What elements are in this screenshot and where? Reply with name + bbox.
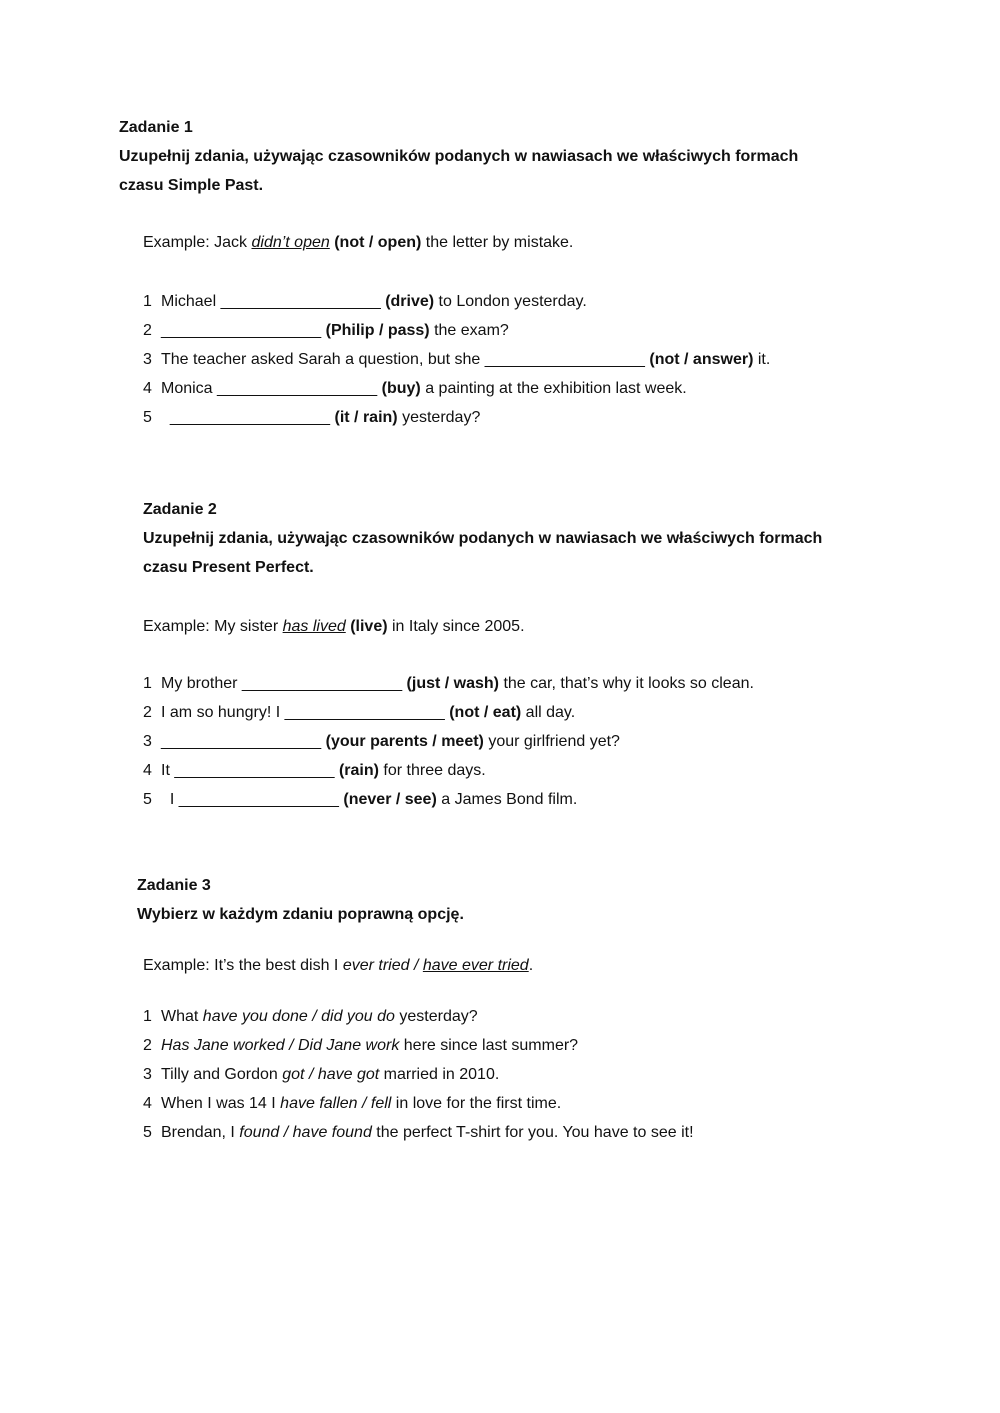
item-before: Brendan, I [161,1124,240,1141]
item-before: Michael [161,293,221,310]
task1-item-4 [143,379,687,399]
task1-item-2 [143,321,509,341]
item-hint: (not / answer) [644,351,754,368]
answer-blank[interactable]: __________________ [241,675,403,692]
item-hint: (not / eat) [444,704,522,721]
answer-blank[interactable]: __________________ [161,322,322,339]
item-number: 1 [143,1008,152,1025]
example-suffix: in Italy since 2005. [387,618,525,635]
item-options[interactable]: have fallen / fell [280,1095,392,1112]
task3-item-4 [143,1094,561,1114]
item-before: I am so hungry! I [161,704,285,721]
task2-instruction-line1: Uzupełnij zdania, używając czasowników podanych w nawiasach we właściwych formach [143,530,823,547]
answer-blank[interactable]: __________________ [217,380,378,397]
item-after: a James Bond film. [436,791,578,808]
answer-blank[interactable]: __________________ [220,293,381,310]
example-prefix: Example: My sister [143,618,283,635]
answer-blank[interactable]: __________________ [169,409,331,426]
task2-title: Zadanie 2 [143,501,217,518]
task1-instruction-line2: czasu Simple Past. [119,177,264,194]
item-options[interactable]: have you done / did you do [202,1008,395,1025]
item-number: 2 [143,1037,152,1054]
task3-item-2 [143,1036,578,1056]
task2-item-3 [143,732,620,752]
item-number: 2 [143,322,152,339]
item-hint: (Philip / pass) [321,322,430,339]
item-number: 5 [143,791,152,808]
task2-instruction-line2: czasu Present Perfect. [143,559,314,576]
item-hint: (never / see) [338,791,437,808]
item-hint: (rain) [334,762,379,779]
task2-item-1 [143,674,754,694]
item-before: What [161,1008,203,1025]
item-before: Monica [161,380,218,397]
item-after: yesterday? [397,409,481,426]
item-after: a painting at the exhibition last week. [420,380,687,397]
task1-item-3 [143,350,770,370]
example-prefix: Example: Jack [143,234,252,251]
example-hint: (live) [345,618,388,635]
answer-blank[interactable]: __________________ [484,351,645,368]
example-hint: (not / open) [329,234,422,251]
example-answer: didn’t open [251,234,330,251]
item-before: Tilly and Gordon [161,1066,283,1083]
item-hint: (drive) [380,293,435,310]
task3-item-5 [143,1123,694,1143]
answer-blank[interactable]: __________________ [284,704,445,721]
task3-instruction: Wybierz w każdym zdaniu poprawną opcję. [137,906,464,923]
item-number: 3 [143,1066,152,1083]
example-separator: / [409,957,423,974]
task3-item-3 [143,1065,499,1085]
item-before: The teacher asked Sarah a question, but she [161,351,485,368]
item-after: here since last summer? [399,1037,579,1054]
item-after: in love for the first time. [391,1095,562,1112]
item-hint: (just / wash) [402,675,499,692]
item-after: your girlfriend yet? [483,733,620,750]
item-after: for three days. [378,762,486,779]
example-suffix: . [528,957,534,974]
example-suffix: the letter by mistake. [421,234,574,251]
item-after: all day. [521,704,576,721]
item-before: My brother [161,675,242,692]
task3-item-1 [143,1007,478,1027]
item-hint: (your parents / meet) [321,733,484,750]
item-after: married in 2010. [379,1066,500,1083]
item-after: yesterday? [394,1008,478,1025]
item-number: 5 [143,1124,152,1141]
task1-item-5 [143,408,480,428]
item-after: to London yesterday. [434,293,587,310]
task3-example [143,956,533,976]
item-number: 5 [143,409,152,426]
item-after: the perfect T-shirt for you. You have to see it! [371,1124,694,1141]
item-after: it. [753,351,771,368]
task1-item-1 [143,292,587,312]
answer-blank[interactable]: __________________ [174,762,335,779]
item-hint: (buy) [377,380,421,397]
task2-example [143,617,525,637]
item-after: the exam? [429,322,509,339]
task2-item-2 [143,703,575,723]
item-before: When I was 14 I [161,1095,281,1112]
example-option-b: have ever tried [422,957,529,974]
task1-instruction-line1: Uzupełnij zdania, używając czasowników podanych w nawiasach we właściwych formach [119,148,799,165]
item-number: 4 [143,380,152,397]
task3-title: Zadanie 3 [137,877,211,894]
task2-item-4 [143,761,486,781]
task1-title: Zadanie 1 [119,119,193,136]
item-before [161,409,170,426]
example-option-a: ever tried [342,957,410,974]
answer-blank[interactable]: __________________ [178,791,339,808]
item-hint: (it / rain) [330,409,398,426]
item-number: 4 [143,1095,152,1112]
item-number: 2 [143,704,152,721]
answer-blank[interactable]: __________________ [161,733,322,750]
example-prefix: Example: It’s the best dish I [143,957,343,974]
item-number: 1 [143,675,152,692]
task2-item-5 [143,790,577,810]
item-options[interactable]: found / have found [239,1124,372,1141]
item-before: It [161,762,175,779]
example-answer: has lived [282,618,346,635]
item-number: 3 [143,733,152,750]
item-after: the car, that’s why it looks so clean. [499,675,754,692]
task1-example [143,233,573,253]
item-before: I [161,791,179,808]
item-number: 1 [143,293,152,310]
item-options[interactable]: got / have got [282,1066,380,1083]
item-options[interactable]: Has Jane worked / Did Jane work [161,1037,400,1054]
item-number: 3 [143,351,152,368]
item-number: 4 [143,762,152,779]
